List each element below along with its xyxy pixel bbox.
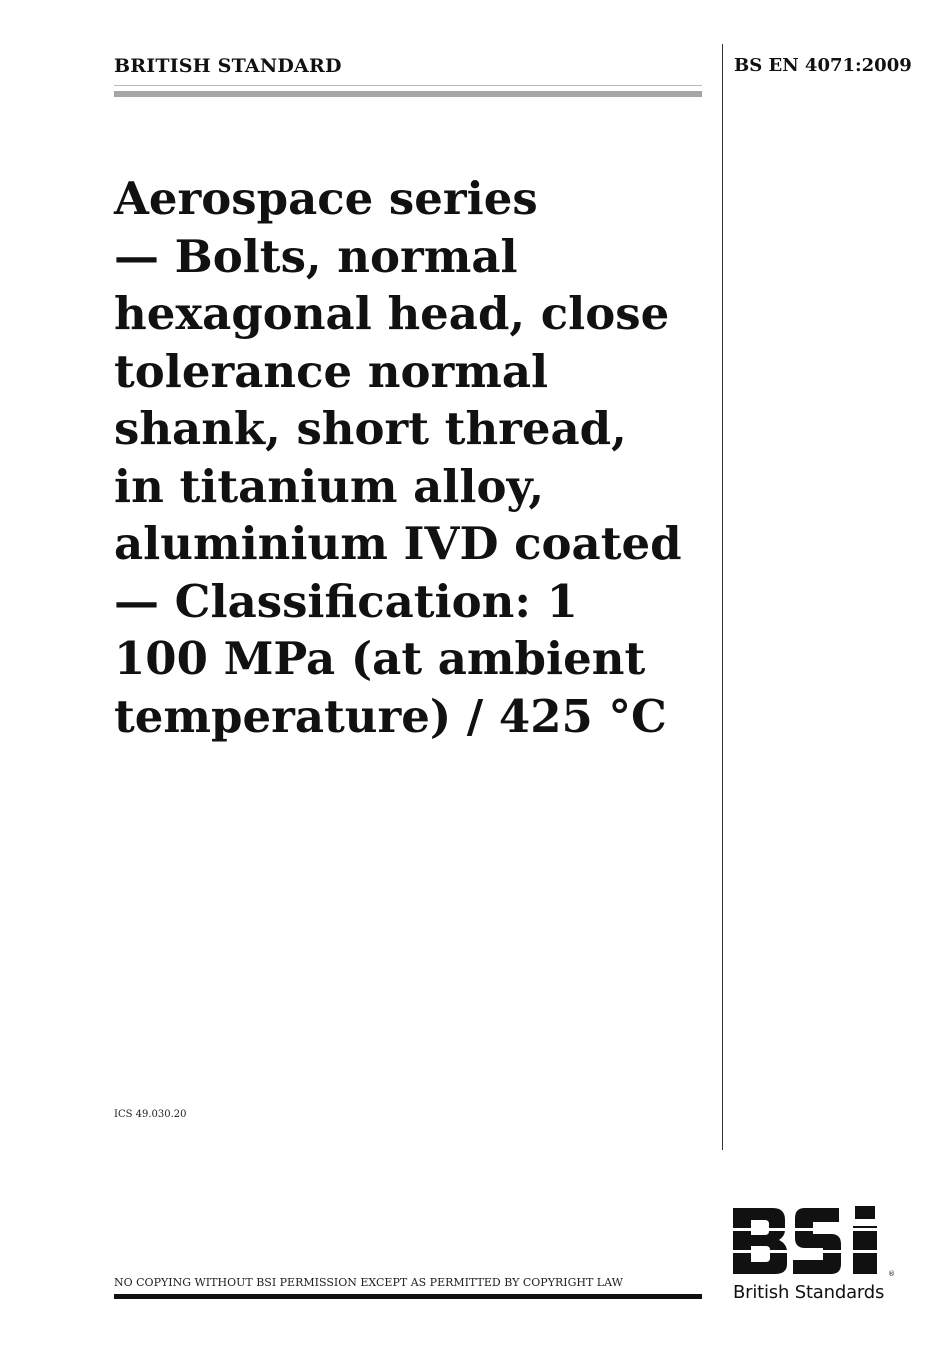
footer-rule (114, 1294, 702, 1299)
title-line: Aerospace series (114, 172, 538, 225)
svg-text:®: ® (888, 1270, 895, 1278)
copyright-notice: NO COPYING WITHOUT BSI PERMISSION EXCEPT AS PERMITTED BY COPYRIGHT LAW (114, 1276, 623, 1289)
title-line: — Bolts, normal (114, 229, 518, 283)
header-thick-rule (114, 91, 702, 97)
document-title (114, 170, 709, 745)
ics-code: ICS 49.030.20 (114, 1109, 187, 1120)
standard-number: BS EN 4071:2009 (734, 55, 912, 76)
title-line: aluminium IVD coated (114, 517, 682, 570)
header-thin-rule (114, 85, 702, 86)
title-line: tolerance normal (114, 344, 549, 398)
bsi-logo-icon (733, 1206, 898, 1278)
title-line: — Classification: 1 (114, 574, 578, 628)
title-line: in titanium alloy, (114, 459, 544, 513)
header-label: BRITISH STANDARD (114, 55, 342, 77)
title-line: hexagonal head, close (114, 287, 670, 340)
logo-caption: British Standards (733, 1282, 885, 1303)
vertical-divider (722, 44, 723, 1150)
title-line: shank, short thread, (114, 402, 627, 455)
title-line: 100 MPa (at ambient (114, 632, 646, 685)
title-line: temperature) / 425 °C (114, 689, 667, 743)
